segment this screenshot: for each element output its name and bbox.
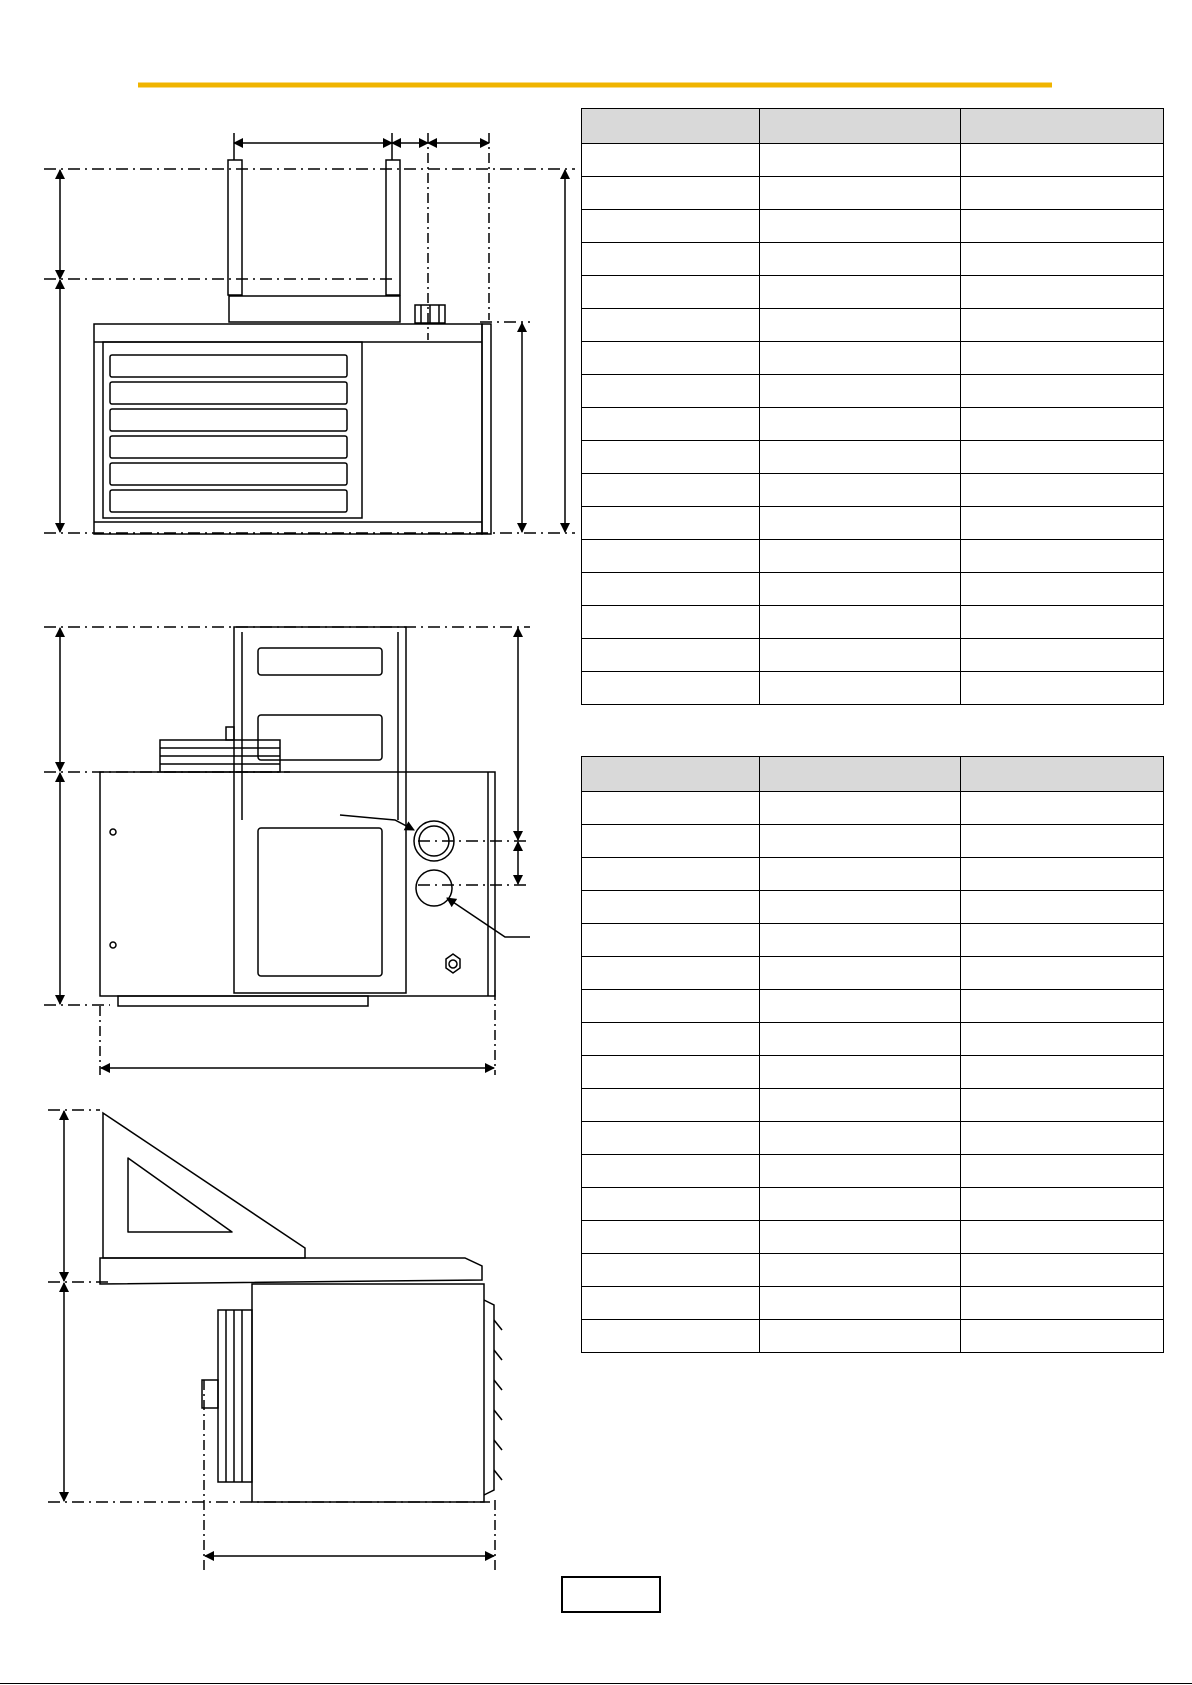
table-header-cell	[760, 757, 961, 792]
table-cell	[760, 1320, 961, 1353]
table-cell	[582, 1056, 760, 1089]
side-view	[48, 1110, 502, 1570]
table-cell	[582, 1320, 760, 1353]
table-cell	[760, 891, 961, 924]
page-number-box	[561, 1576, 661, 1613]
table-row	[582, 1287, 1164, 1320]
front-view	[44, 133, 575, 534]
table-cell	[760, 1023, 961, 1056]
table-row	[582, 924, 1164, 957]
table-row	[582, 639, 1164, 672]
table-cell	[961, 1287, 1164, 1320]
table-cell	[961, 924, 1164, 957]
table-cell	[760, 276, 961, 309]
table-cell	[961, 441, 1164, 474]
table-cell	[961, 408, 1164, 441]
table-row	[582, 507, 1164, 540]
table-row	[582, 276, 1164, 309]
table-cell	[760, 924, 961, 957]
table-row	[582, 1089, 1164, 1122]
table-row	[582, 957, 1164, 990]
table-cell	[760, 540, 961, 573]
table-cell	[582, 573, 760, 606]
table-cell	[961, 210, 1164, 243]
table-row	[582, 210, 1164, 243]
table-cell	[760, 990, 961, 1023]
table-cell	[582, 144, 760, 177]
spec-table-1	[581, 108, 1164, 705]
table-cell	[961, 792, 1164, 825]
table-cell	[760, 309, 961, 342]
table-cell	[760, 1221, 961, 1254]
table-cell	[582, 1089, 760, 1122]
table-cell	[961, 573, 1164, 606]
table-cell	[582, 639, 760, 672]
table-cell	[760, 441, 961, 474]
table-row	[582, 672, 1164, 705]
table-cell	[760, 408, 961, 441]
table-cell	[760, 1254, 961, 1287]
table-cell	[582, 1254, 760, 1287]
table-cell	[961, 672, 1164, 705]
table-cell	[582, 1122, 760, 1155]
table-cell	[961, 243, 1164, 276]
table-row	[582, 1221, 1164, 1254]
table-cell	[961, 276, 1164, 309]
table-cell	[760, 243, 961, 276]
table-cell	[760, 507, 961, 540]
table-row	[582, 243, 1164, 276]
table-row	[582, 606, 1164, 639]
table-cell	[961, 1155, 1164, 1188]
table-cell	[582, 210, 760, 243]
table-row	[582, 540, 1164, 573]
table-row	[582, 375, 1164, 408]
table-cell	[961, 309, 1164, 342]
table-header-cell	[582, 757, 760, 792]
table-row	[582, 1056, 1164, 1089]
table-row	[582, 1320, 1164, 1353]
table-row	[582, 177, 1164, 210]
table-cell	[961, 1320, 1164, 1353]
table-cell	[961, 507, 1164, 540]
table-cell	[582, 342, 760, 375]
table-cell	[961, 891, 1164, 924]
table-cell	[582, 957, 760, 990]
table-header-cell	[760, 109, 961, 144]
table-cell	[582, 441, 760, 474]
table-row	[582, 144, 1164, 177]
table-cell	[582, 243, 760, 276]
table-cell	[582, 1155, 760, 1188]
table-cell	[760, 375, 961, 408]
table-cell	[582, 672, 760, 705]
table-cell	[760, 1155, 961, 1188]
table-row	[582, 1188, 1164, 1221]
table-header-cell	[961, 109, 1164, 144]
table-row	[582, 1155, 1164, 1188]
table-cell	[582, 858, 760, 891]
table-cell	[582, 309, 760, 342]
table-cell	[582, 1023, 760, 1056]
table-cell	[760, 792, 961, 825]
table-cell	[961, 639, 1164, 672]
table-header-cell	[582, 109, 760, 144]
table-cell	[760, 1287, 961, 1320]
table-cell	[760, 342, 961, 375]
table-cell	[760, 825, 961, 858]
table-row	[582, 990, 1164, 1023]
table-header-row	[582, 757, 1164, 792]
table-cell	[582, 375, 760, 408]
table-cell	[961, 957, 1164, 990]
table-cell	[961, 474, 1164, 507]
table-cell	[760, 1056, 961, 1089]
footer-rule	[0, 1683, 1192, 1684]
table-cell	[582, 540, 760, 573]
table-cell	[961, 858, 1164, 891]
table-cell	[582, 408, 760, 441]
table-cell	[760, 210, 961, 243]
table-cell	[582, 990, 760, 1023]
table-cell	[760, 144, 961, 177]
table-cell	[582, 1287, 760, 1320]
table-cell	[760, 177, 961, 210]
table-cell	[961, 540, 1164, 573]
spec-table-2	[581, 756, 1164, 1353]
table-row	[582, 441, 1164, 474]
table-header-row	[582, 109, 1164, 144]
table-cell	[961, 825, 1164, 858]
table-cell	[760, 858, 961, 891]
table-cell	[760, 1122, 961, 1155]
table-row	[582, 408, 1164, 441]
table-row	[582, 309, 1164, 342]
table-cell	[760, 606, 961, 639]
table-row	[582, 858, 1164, 891]
table-row	[582, 792, 1164, 825]
table-cell	[961, 1188, 1164, 1221]
table-cell	[582, 474, 760, 507]
table-cell	[961, 1089, 1164, 1122]
table-cell	[760, 474, 961, 507]
table-cell	[582, 891, 760, 924]
table-row	[582, 1023, 1164, 1056]
table-cell	[760, 639, 961, 672]
table-cell	[961, 1122, 1164, 1155]
table-cell	[961, 144, 1164, 177]
table-cell	[760, 573, 961, 606]
table-row	[582, 573, 1164, 606]
table-row	[582, 891, 1164, 924]
table-cell	[582, 924, 760, 957]
table-cell	[961, 990, 1164, 1023]
table-cell	[582, 606, 760, 639]
table-cell	[961, 375, 1164, 408]
table-cell	[760, 1188, 961, 1221]
table-cell	[760, 672, 961, 705]
table-cell	[582, 825, 760, 858]
table-cell	[961, 1221, 1164, 1254]
table-row	[582, 474, 1164, 507]
rear-view	[44, 627, 530, 1075]
table-cell	[961, 1254, 1164, 1287]
table-header-cell	[961, 757, 1164, 792]
table-cell	[582, 177, 760, 210]
table-cell	[961, 342, 1164, 375]
table-row	[582, 342, 1164, 375]
table-body	[582, 144, 1164, 705]
table-cell	[961, 177, 1164, 210]
table-cell	[961, 606, 1164, 639]
table-cell	[582, 1188, 760, 1221]
table-cell	[582, 1221, 760, 1254]
table-cell	[961, 1023, 1164, 1056]
table-cell	[760, 1089, 961, 1122]
table-cell	[582, 507, 760, 540]
table-row	[582, 1254, 1164, 1287]
table-cell	[582, 792, 760, 825]
table-cell	[582, 276, 760, 309]
table-row	[582, 825, 1164, 858]
table-cell	[961, 1056, 1164, 1089]
table-cell	[760, 957, 961, 990]
table-row	[582, 1122, 1164, 1155]
table-body	[582, 792, 1164, 1353]
